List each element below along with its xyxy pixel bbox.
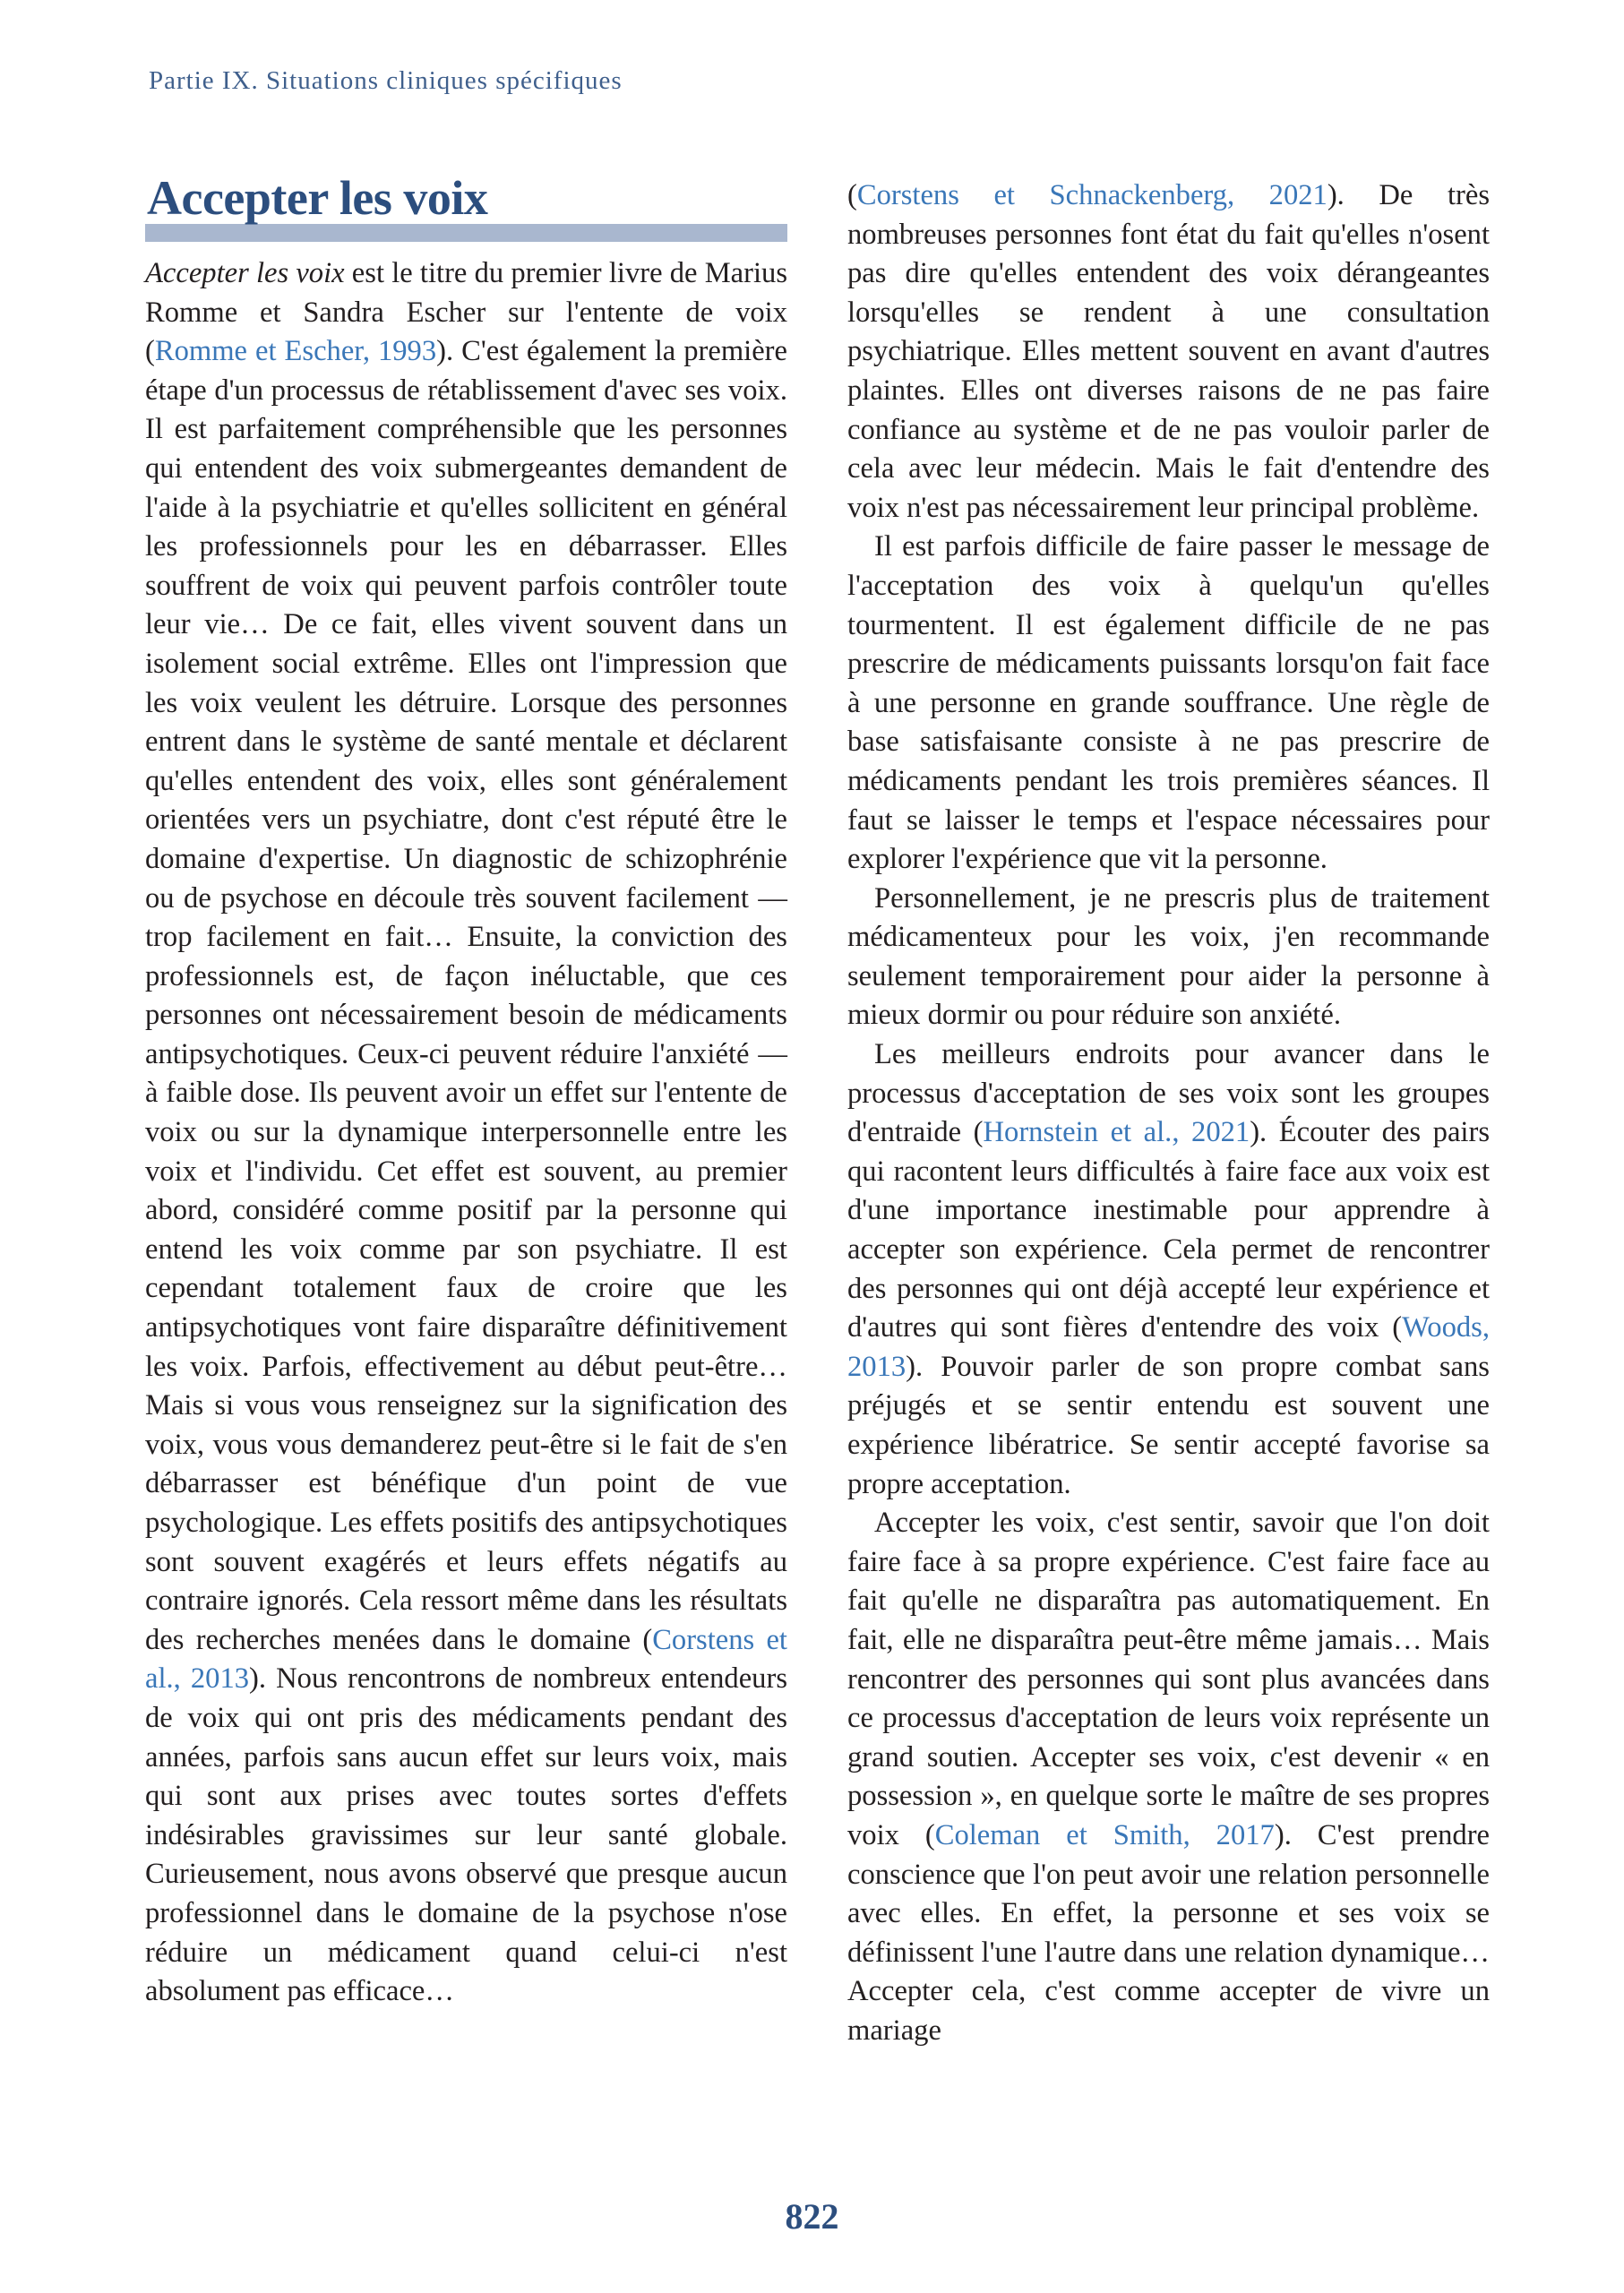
text-span: Les meilleurs endroits pour avancer dans le processus d'acceptation de ses voix sont les groupes d'entraide (: [847, 1038, 1490, 1149]
right-column: [847, 176, 1490, 2051]
text-span: ). Nous rencontrons de nombreux entendeurs de voix qui ont pris des médicaments pendant des années, parfois sans aucun effet sur leurs voix, mais qui sont aux prises avec toutes sortes d'effets indésirables gravissimes sur leur santé globale. Curieusement, nous avons observé que presque aucun professionnel dans le domaine de la psychose n'ose réduire un médicament quand celui-ci n'est absolument pas efficace…: [145, 1662, 787, 2008]
paragraph: [847, 176, 1490, 528]
citation-link[interactable]: Woods, 2013: [847, 1311, 1490, 1383]
paragraph: [145, 254, 787, 2012]
text-span: ). C'est prendre conscience que l'on peut avoir une relation personnelle avec elles. En effet, la personne et ses voix se définissent l'une l'autre dans une relation dynamique… Accepter cela, c'est comme accepter de vivre un mariage: [847, 1818, 1490, 2047]
citation-link[interactable]: Coleman et Smith, 2017: [934, 1818, 1275, 1851]
citation-link[interactable]: Corstens et al., 2013: [145, 1623, 787, 1696]
text-span: ). Écouter des pairs qui racontent leurs difficultés à faire face aux voix est d'une importance inestimable pour apprendre à accepter son expérience. Cela permet de rencontrer des personnes qui ont déjà accepté leur expérience et d'autres qui sont fières d'entendre des voix (: [847, 1116, 1490, 1344]
section-title: Accepter les voix: [147, 171, 488, 225]
paragraph: [847, 1035, 1490, 1504]
left-column: [145, 170, 787, 2012]
citation-link[interactable]: Corstens et Schnackenberg, 2021: [856, 179, 1328, 211]
paragraph: [847, 1504, 1490, 2050]
text-span: est le titre du premier livre de Marius Romme et Sandra Escher sur l'entente de voix (: [145, 257, 787, 368]
text-span: Accepter les voix, c'est sentir, savoir que l'on doit faire face à sa propre expérience. C'est faire face au fait qu'elle ne disparaîtra pas automatiquement. En fait, elle ne disparaîtra peut-être même jamais… Mais rencontrer des personnes qui sont plus avancées dans ce processus d'acceptation de leurs voix représente un grand soutien. Accepter ses voix, c'est devenir « en possession », en quelque sorte le maître de ses propres voix (: [847, 1507, 1490, 1851]
citation-link[interactable]: Hornstein et al., 2021: [983, 1116, 1250, 1149]
text-span: ). De très nombreuses personnes font état du fait qu'elles n'osent pas dire qu'elles entendent des voix dérangeantes lorsqu'elles se rendent à une consultation psychiatrique. Elles mettent souvent en avant d'autres plaintes. Elles ont diverses raisons de ne pas faire confiance au système et de ne pas vouloir parler de cela avec leur médecin. Mais le fait d'entendre des voix n'est pas nécessairement leur principal problème.: [847, 179, 1490, 524]
text-span: ). Pouvoir parler de son propre combat sans préjugés et se sentir entendu est souvent une expérience libératrice. Se sentir accepté favorise sa propre acceptation.: [847, 1350, 1490, 1500]
running-header: Partie IX. Situations cliniques spécifiques: [149, 66, 623, 95]
text-span: (: [847, 179, 857, 211]
section-title-underline-bar: [145, 224, 787, 242]
paragraph: Personnellement, je ne prescris plus de traitement médicamenteux pour les voix, j'en recommande seulement temporairement pour aider la personne à mieux dormir ou pour réduire son anxiété.: [847, 881, 1490, 1032]
citation-link[interactable]: Romme et Escher, 1993: [154, 335, 437, 368]
book-title: Accepter les voix: [145, 257, 345, 289]
text-span: ). C'est également la première étape d'un processus de rétablissement d'avec ses voix. Il est parfaitement compréhensible que les personnes qui entendent des voix submergeantes demandent de l'aide à la psychiatrie et qu'elles sollicitent en général les professionnels pour les en débarrasser. Elles souffrent de voix qui peuvent parfois contrôler toute leur vie… De ce fait, elles vivent souvent dans un isolement social extrême. Elles ont l'impression que les voix veulent les détruire. Lorsque des personnes entrent dans le système de santé mentale et déclarent qu'elles entendent des voix, elles sont généralement orientées vers un psychiatre, dont c'est réputé être le domaine d'expertise. Un diagnostic de schizophrénie ou de psychose en découle très souvent facilement — trop facilement en fait… Ensuite, la conviction des professionnels est, de façon inéluctable, que ces personnes ont nécessairement besoin de médicaments antipsychotiques. Ceux-ci peuvent réduire l'anxiété — à faible dose. Ils peuvent avoir un effet sur l'entente de voix ou sur la dynamique interpersonnelle entre les voix et l'individu. Cet effet est souvent, au premier abord, considéré comme positif par la personne qui entend les voix comme par son psychiatre. Il est cependant totalement faux de croire que les antipsychotiques vont faire disparaître définitivement les voix. Parfois, effectivement au début peut-être… Mais si vous vous renseignez sur la signification des voix, vous vous demanderez peut-être si le fait de s'en débarrasser est bénéfique d'un point de vue psychologique. Les effets positifs des antipsychotiques sont souvent exagérés et leurs effets négatifs au contraire ignorés. Cela ressort même dans les résultats des recherches menées dans le domaine (: [145, 335, 787, 1656]
paragraph: Il est parfois difficile de faire passer le message de l'acceptation des voix à quelqu'un qu'elles tourmentent. Il est également difficile de ne pas prescrire de médicaments puissants lorsqu'on fait face à une personne en grande souffrance. Une règle de base satisfaisante consiste à ne pas prescrire de médicaments pendant les trois premières séances. Il faut se laisser le temps et l'espace nécessaires pour explorer l'expérience que vit la personne.: [847, 530, 1490, 876]
page-number: 822: [785, 2196, 839, 2237]
